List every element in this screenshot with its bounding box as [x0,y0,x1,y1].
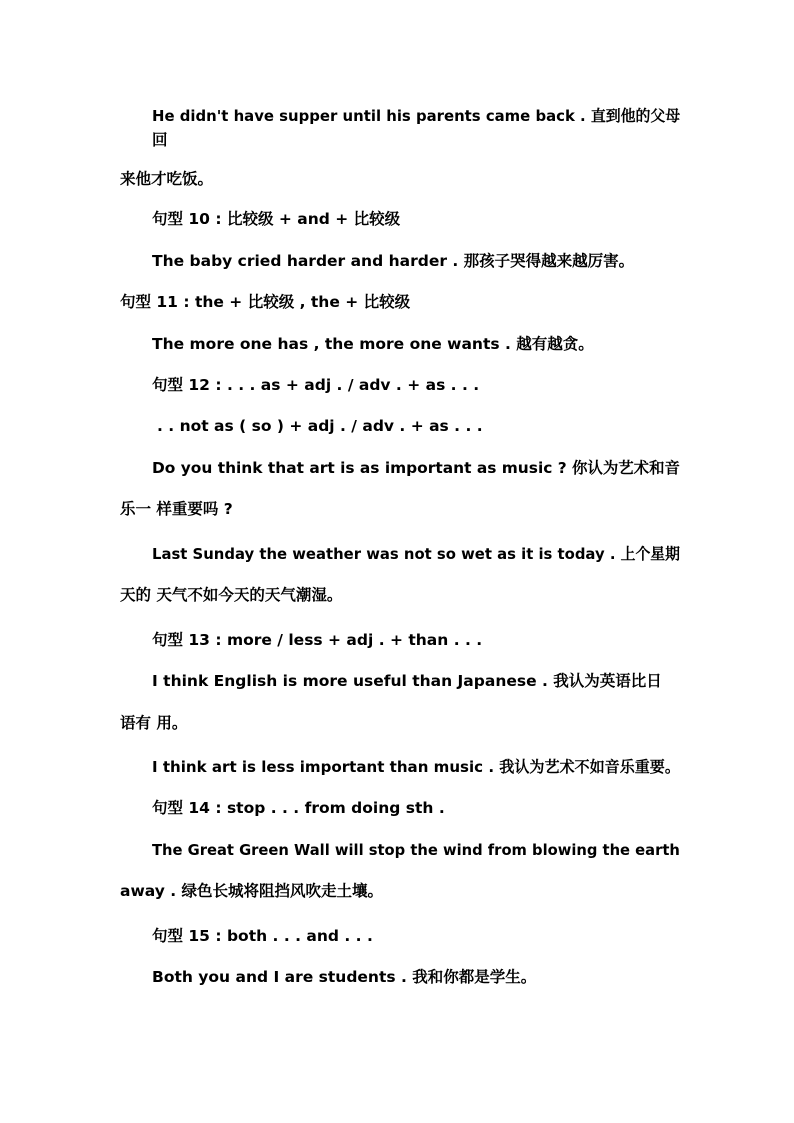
text-line: Last Sunday the weather was not so wet as it is today . 上个星期 [152,545,680,563]
text-line: The Great Green Wall will stop the wind from blowing the earth [152,841,680,859]
text-line: The more one has , the more one wants . 越有越贪。 [152,335,594,353]
text-line: 来他才吃饭。 [120,170,214,188]
text-line: . . not as ( so ) + adj . / adv . + as . . . [157,417,483,435]
sentence-pattern-heading: 句型 10 : 比较级 + and + 比较级 [152,210,401,228]
text-line: I think English is more useful than Japanese . 我认为英语比日 [152,672,662,690]
sentence-pattern-heading: 句型 11 : the + 比较级 , the + 比较级 [120,293,411,311]
text-line: I think art is less important than music . 我认为艺术不如音乐重要。 [152,758,680,776]
text-line: Both you and I are students . 我和你都是学生。 [152,968,537,986]
sentence-pattern-heading: 句型 12 : . . . as + adj . / adv . + as . . . [152,376,480,394]
text-line: 天的 天气不如今天的天气潮湿。 [120,586,343,604]
text-line: The baby cried harder and harder . 那孩子哭得越来越厉害。 [152,252,635,270]
sentence-pattern-heading: 句型 14 : stop . . . from doing sth . [152,799,445,817]
text-line: 回 [152,131,168,149]
text-line: 语有 用。 [120,714,188,732]
sentence-pattern-heading: 句型 15 : both . . . and . . . [152,927,373,945]
text-line: away . 绿色长城将阻挡风吹走土壤。 [120,882,384,900]
sentence-pattern-heading: 句型 13 : more / less + adj . + than . . . [152,631,483,649]
text-line: 乐一 样重要吗 ? [120,500,233,518]
text-line: Do you think that art is as important as music ? 你认为艺术和音 [152,459,680,477]
text-line: He didn't have supper until his parents came back . 直到他的父母 [152,107,681,125]
